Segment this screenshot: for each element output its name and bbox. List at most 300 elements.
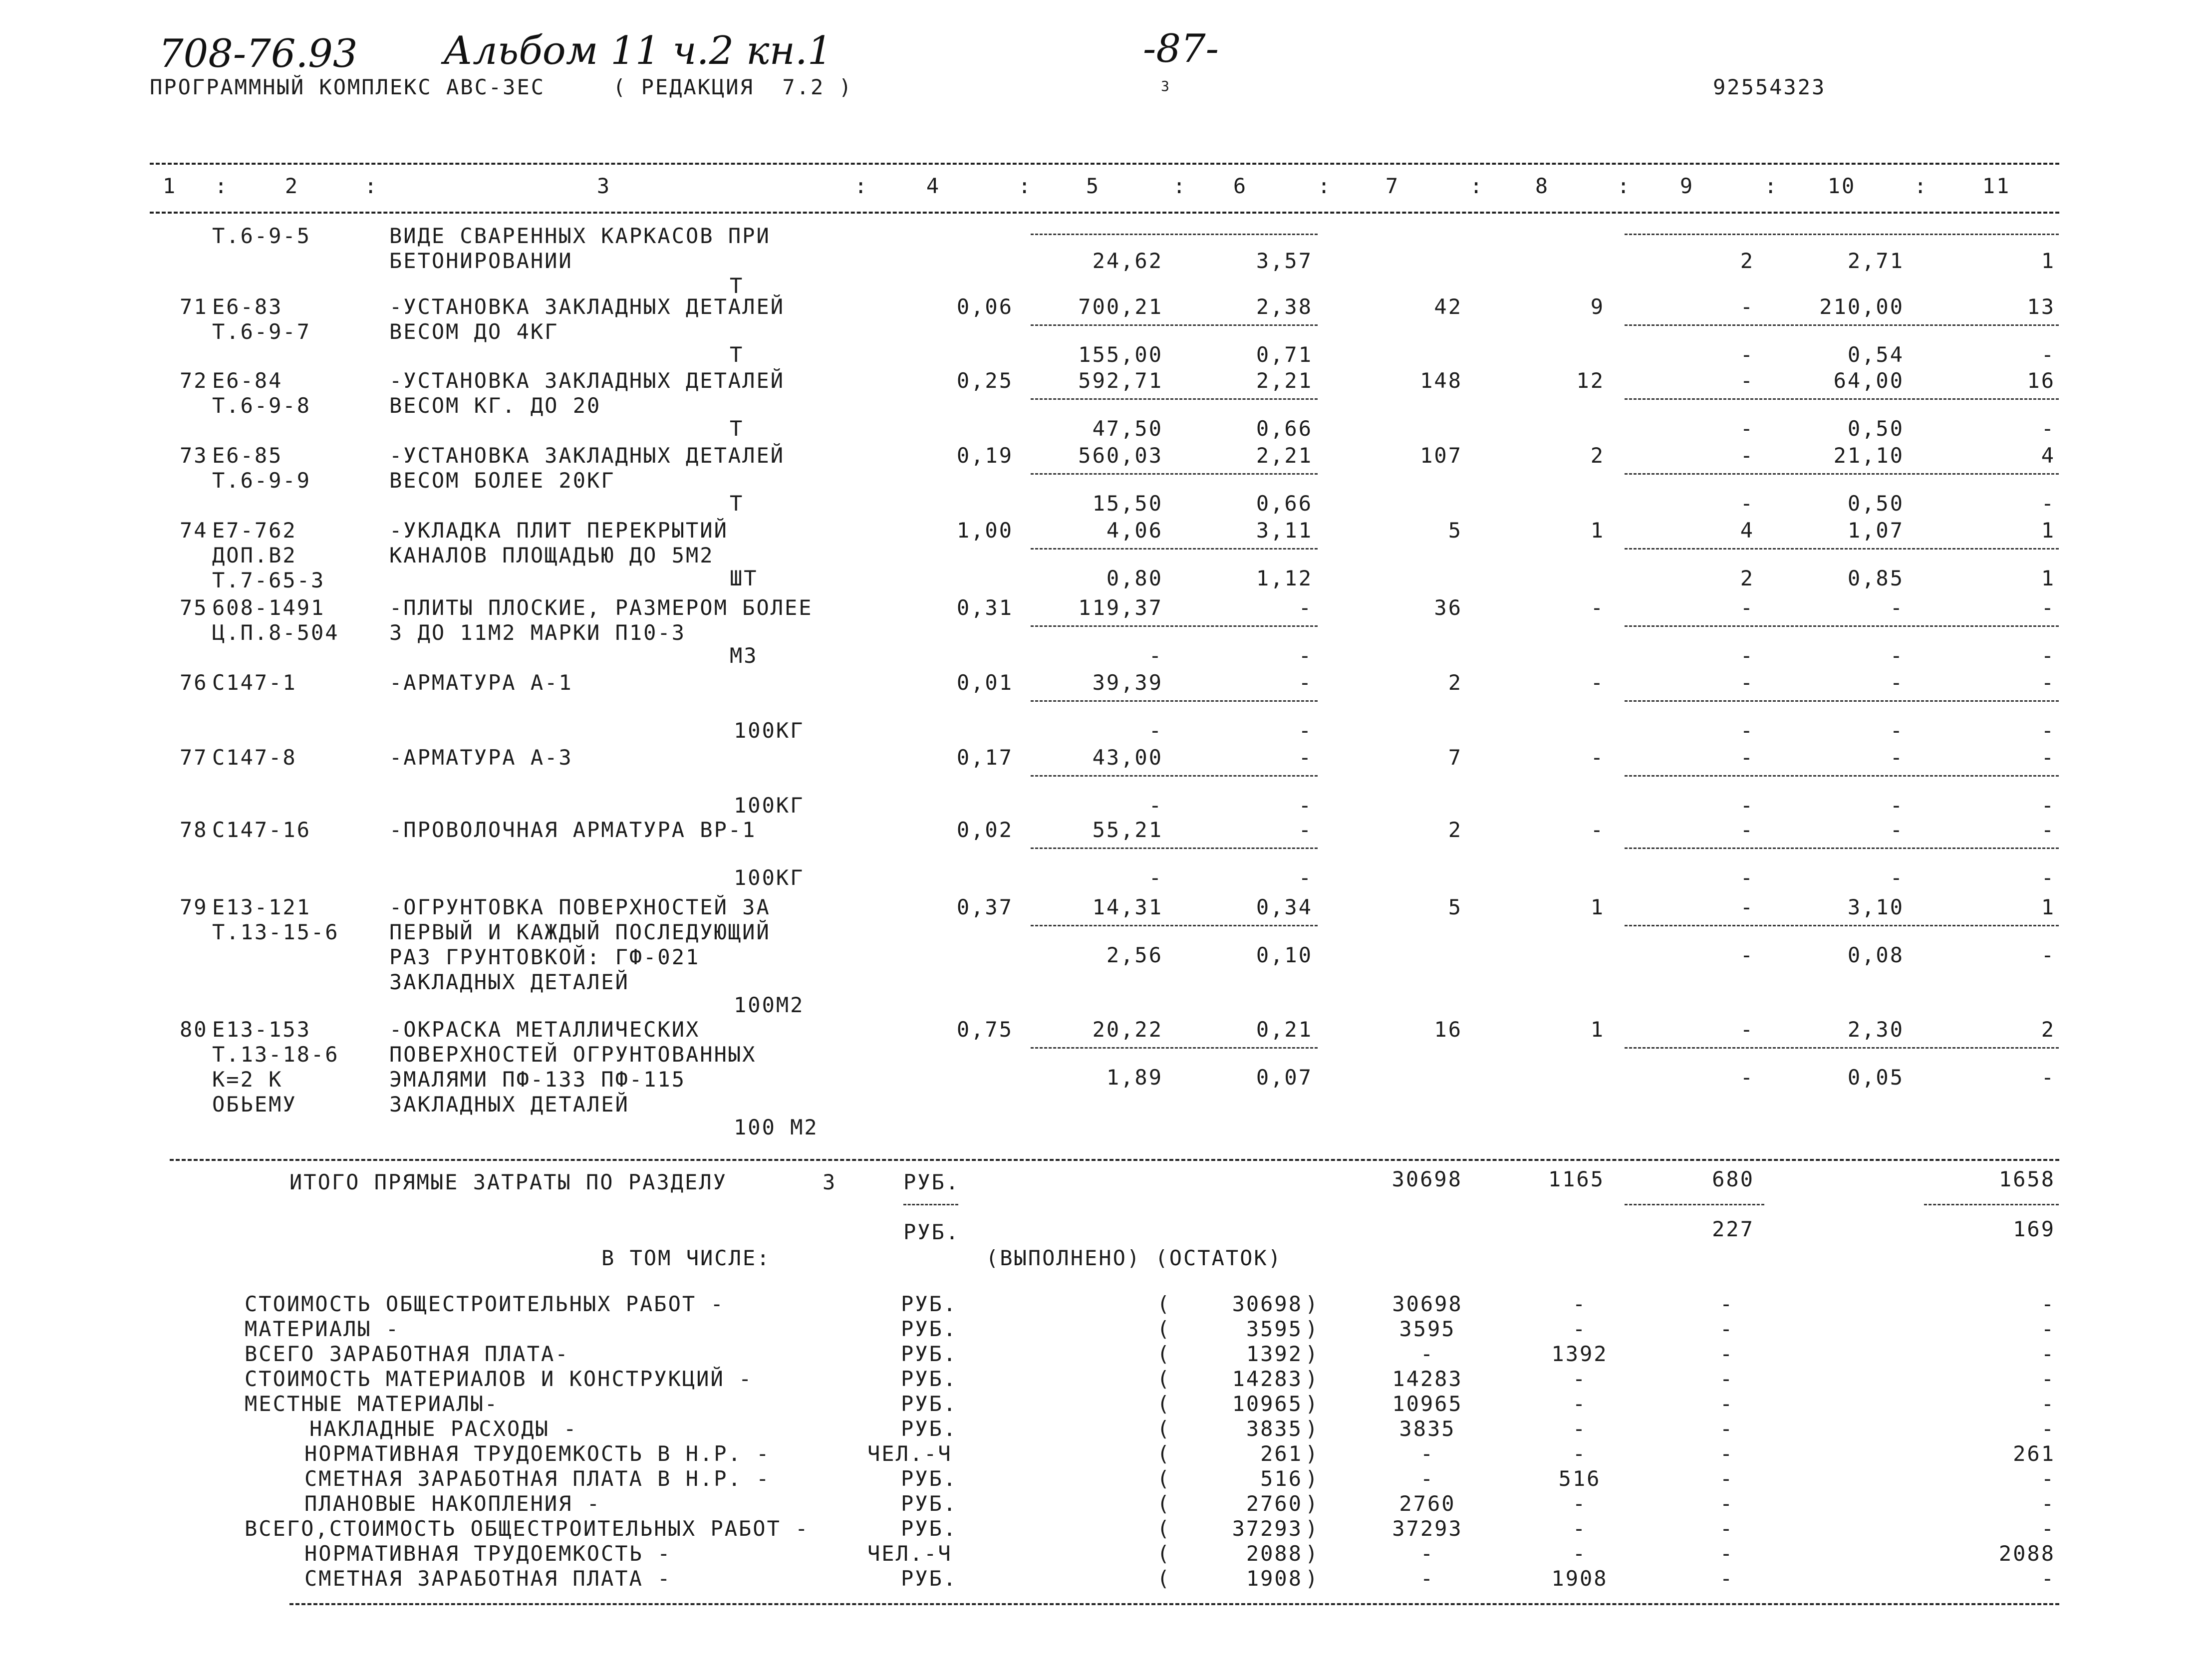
row-col10-value: -	[1890, 595, 1904, 620]
row-code: К=2 К	[212, 1067, 283, 1092]
summary-col8: -	[1572, 1541, 1587, 1566]
row-quantity: 0,75	[956, 1017, 1013, 1042]
summary-done-value: 3835	[1246, 1416, 1303, 1441]
summary-bracket: (	[1157, 1566, 1171, 1591]
row-col6-value: 3,57	[1256, 249, 1313, 273]
summary-col8: 1392	[1551, 1342, 1608, 1366]
row-code: Е7-762	[212, 518, 297, 543]
row-col9-value: -	[1740, 745, 1754, 770]
row-col5-value: 560,03	[1078, 443, 1163, 468]
row-description: -УКЛАДКА ПЛИТ ПЕРЕКРЫТИЙ	[389, 518, 728, 543]
row-col9-second-value: -	[1740, 342, 1754, 367]
row-number: 74	[180, 518, 208, 543]
totals-col11-second: 169	[2013, 1217, 2055, 1241]
row-code: С147-8	[212, 745, 297, 770]
row-number: 73	[180, 443, 208, 468]
row-col9-second-value: -	[1740, 718, 1754, 743]
summary-col11: -	[2041, 1466, 2055, 1491]
summary-col11: -	[2041, 1292, 2055, 1316]
row-description: -АРМАТУРА А-3	[389, 745, 573, 770]
column-header-1: 1	[162, 174, 177, 198]
row-col11-value: 13	[2027, 294, 2055, 319]
row-col11-second-value: -	[2041, 416, 2055, 441]
summary-bracket: (	[1157, 1466, 1171, 1491]
row-col11-second-value: -	[2041, 643, 2055, 668]
totals-unit-second: РУБ.	[903, 1220, 960, 1244]
row-col6-second-value: 0,71	[1256, 342, 1313, 367]
row-sub-rule	[1625, 1047, 2059, 1049]
summary-unit: РУБ.	[901, 1516, 958, 1541]
row-unit: Т	[730, 416, 744, 441]
row-description: 3 ДО 11М2 МАРКИ П10-3	[389, 620, 686, 645]
summary-col7: -	[1420, 1566, 1435, 1591]
row-col7-value: 5	[1448, 895, 1462, 919]
column-separator: :	[215, 174, 229, 198]
row-col11-value: 4	[2041, 443, 2055, 468]
row-code: 608-1491	[212, 595, 325, 620]
row-unit: М3	[730, 643, 758, 668]
row-col5-second-value: 0,80	[1106, 566, 1163, 590]
row-col5-second-value: 2,56	[1106, 943, 1163, 967]
summary-col11: -	[2041, 1516, 2055, 1541]
summary-col11: -	[2041, 1491, 2055, 1516]
row-col9-second-value: -	[1740, 491, 1754, 516]
row-description: РАЗ ГРУНТОВКОЙ: ГФ-021	[389, 945, 700, 969]
column-separator: :	[1173, 174, 1187, 198]
row-col5-second-value: -	[1148, 793, 1163, 818]
row-col9-value: 4	[1740, 518, 1754, 543]
column-header-7: 7	[1385, 174, 1400, 198]
row-code: Т.13-18-6	[212, 1042, 339, 1067]
row-col11-second-value: -	[2041, 342, 2055, 367]
row-col7-value: 148	[1420, 368, 1462, 393]
summary-bracket: (	[1157, 1342, 1171, 1366]
row-code: Т.6-9-5	[212, 224, 311, 248]
row-col5-value: 592,71	[1078, 368, 1163, 393]
column-separator: :	[1318, 174, 1332, 198]
summary-label: НОРМАТИВНАЯ ТРУДОЕМКОСТЬ -	[304, 1541, 672, 1566]
summary-bracket: )	[1305, 1292, 1320, 1316]
row-col9-second-value: -	[1740, 643, 1754, 668]
row-col7-value: 7	[1448, 745, 1462, 770]
row-col5-second-value: -	[1148, 718, 1163, 743]
row-col10-second-value: 0,50	[1847, 491, 1904, 516]
summary-col7: 14283	[1392, 1367, 1463, 1391]
summary-col7: 3835	[1399, 1416, 1456, 1441]
row-col7-value: 2	[1448, 670, 1462, 695]
row-sub-rule	[1031, 625, 1318, 627]
totals-col11: 1658	[1998, 1167, 2055, 1191]
row-col5-second-value: -	[1148, 865, 1163, 890]
row-sub-rule	[1625, 324, 2059, 326]
row-number: 76	[180, 670, 208, 695]
summary-col8: -	[1572, 1367, 1587, 1391]
row-number: 72	[180, 368, 208, 393]
summary-done-value: 14283	[1232, 1367, 1303, 1391]
totals-sub-rule	[1924, 1204, 2059, 1205]
row-sub-rule	[1031, 398, 1318, 400]
row-code: Т.6-9-8	[212, 393, 311, 418]
table-bottom-rule	[289, 1603, 2059, 1605]
row-col10-value: 2,71	[1847, 249, 1904, 273]
summary-col7: 2760	[1399, 1491, 1456, 1516]
totals-col9: 680	[1712, 1167, 1754, 1191]
row-col10-second-value: -	[1890, 865, 1904, 890]
row-col11-second-value: -	[2041, 793, 2055, 818]
row-col11-second-value: -	[2041, 718, 2055, 743]
row-quantity: 0,06	[956, 294, 1013, 319]
summary-label: МАТЕРИАЛЫ -	[245, 1317, 400, 1341]
summary-done-value: 2088	[1246, 1541, 1303, 1566]
row-col6-second-value: -	[1298, 643, 1313, 668]
summary-col8: -	[1572, 1392, 1587, 1416]
summary-col7: 37293	[1392, 1516, 1463, 1541]
summary-col9: -	[1719, 1566, 1734, 1591]
summary-col11: -	[2041, 1392, 2055, 1416]
row-description: ЗАКЛАДНЫХ ДЕТАЛЕЙ	[389, 970, 629, 994]
row-col6-value: 3,11	[1256, 518, 1313, 543]
summary-label: СМЕТНАЯ ЗАРАБОТНАЯ ПЛАТА -	[304, 1566, 672, 1591]
row-col9-second-value: -	[1740, 943, 1754, 967]
summary-col9: -	[1719, 1367, 1734, 1391]
row-quantity: 0,31	[956, 595, 1013, 620]
summary-done-value: 2760	[1246, 1491, 1303, 1516]
row-col6-second-value: 0,07	[1256, 1065, 1313, 1090]
summary-col9: -	[1719, 1491, 1734, 1516]
row-col11-second-value: -	[2041, 1065, 2055, 1090]
summary-bracket: )	[1305, 1466, 1320, 1491]
row-quantity: 0,01	[956, 670, 1013, 695]
summary-col11: -	[2041, 1367, 2055, 1391]
summary-col7: -	[1420, 1342, 1435, 1366]
row-col6-value: -	[1298, 670, 1313, 695]
totals-col8: 1165	[1548, 1167, 1605, 1191]
column-separator: :	[1764, 174, 1779, 198]
row-quantity: 1,00	[956, 518, 1013, 543]
column-separator: :	[1470, 174, 1484, 198]
row-col6-value: 0,34	[1256, 895, 1313, 919]
summary-label: СТОИМОСТЬ МАТЕРИАЛОВ И КОНСТРУКЦИЙ -	[245, 1367, 753, 1391]
row-description: ПОВЕРХНОСТЕЙ ОГРУНТОВАННЫХ	[389, 1042, 757, 1067]
summary-done-value: 1392	[1246, 1342, 1303, 1366]
including-label: В ТОМ ЧИСЛЕ:	[601, 1246, 771, 1270]
row-col10-second-value: 0,05	[1847, 1065, 1904, 1090]
row-col6-value: -	[1298, 745, 1313, 770]
summary-col8: -	[1572, 1292, 1587, 1316]
row-col8-value: -	[1590, 818, 1605, 842]
row-description: ЗАКЛАДНЫХ ДЕТАЛЕЙ	[389, 1092, 629, 1117]
summary-unit: РУБ.	[901, 1367, 958, 1391]
row-col5-second-value: 1,89	[1106, 1065, 1163, 1090]
row-col6-second-value: 0,10	[1256, 943, 1313, 967]
row-col8-value: -	[1590, 595, 1605, 620]
summary-unit: ЧЕЛ.-Ч	[867, 1441, 952, 1466]
summary-col9: -	[1719, 1441, 1734, 1466]
column-header-5: 5	[1086, 174, 1101, 198]
summary-col7: -	[1420, 1541, 1435, 1566]
summary-col11: -	[2041, 1416, 2055, 1441]
summary-col9: -	[1719, 1317, 1734, 1341]
program-edition: ( РЕДАКЦИЯ 7.2 )	[613, 75, 853, 99]
row-col11-value: -	[2041, 670, 2055, 695]
row-col5-value: 43,00	[1092, 745, 1163, 770]
row-quantity: 0,25	[956, 368, 1013, 393]
row-unit: 100КГ	[734, 865, 805, 890]
summary-label: ВСЕГО,СТОИМОСТЬ ОБЩЕСТРОИТЕЛЬНЫХ РАБОТ -	[245, 1516, 810, 1541]
row-sub-rule	[1625, 775, 2059, 777]
row-code: Е6-85	[212, 443, 283, 468]
summary-unit: РУБ.	[901, 1491, 958, 1516]
row-col10-second-value: -	[1890, 793, 1904, 818]
row-code: Т.6-9-9	[212, 468, 311, 493]
totals-sub-rule	[1625, 1204, 1764, 1205]
summary-col11: -	[2041, 1566, 2055, 1591]
summary-done-value: 3595	[1246, 1317, 1303, 1341]
summary-bracket: )	[1305, 1317, 1320, 1341]
row-col9-second-value: -	[1740, 793, 1754, 818]
row-sub-rule	[1625, 548, 2059, 550]
row-col10-value: 64,00	[1833, 368, 1904, 393]
column-header-6: 6	[1233, 174, 1248, 198]
row-unit: Т	[730, 491, 744, 516]
row-col10-value: 1,07	[1847, 518, 1904, 543]
totals-unit: РУБ.	[903, 1170, 960, 1194]
totals-col9-second: 227	[1712, 1217, 1754, 1241]
summary-col11: 261	[2013, 1441, 2055, 1466]
row-col7-value: 42	[1434, 294, 1462, 319]
row-col8-value: 1	[1590, 1017, 1605, 1042]
summary-done-value: 37293	[1232, 1516, 1303, 1541]
handwritten-album-reference: Альбом 11 ч.2 кн.1	[443, 28, 832, 73]
summary-col9: -	[1719, 1541, 1734, 1566]
summary-col7: 30698	[1392, 1292, 1463, 1316]
summary-col9: -	[1719, 1466, 1734, 1491]
row-sub-rule	[1031, 775, 1318, 777]
row-code: С147-16	[212, 818, 311, 842]
row-col6-value: 2,21	[1256, 368, 1313, 393]
row-unit: 100КГ	[734, 793, 805, 818]
column-header-8: 8	[1535, 174, 1550, 198]
row-description: -УСТАНОВКА ЗАКЛАДНЫХ ДЕТАЛЕЙ	[389, 294, 785, 319]
row-quantity: 0,19	[956, 443, 1013, 468]
summary-bracket: (	[1157, 1392, 1171, 1416]
column-header-2: 2	[284, 174, 299, 198]
row-col11-value: -	[2041, 745, 2055, 770]
summary-col7: -	[1420, 1441, 1435, 1466]
row-col9-value: 2	[1740, 249, 1754, 273]
row-sub-rule	[1625, 700, 2059, 702]
summary-done-value: 516	[1260, 1466, 1303, 1491]
summary-label: ПЛАНОВЫЕ НАКОПЛЕНИЯ -	[304, 1491, 601, 1516]
row-description: БЕТОНИРОВАНИИ	[389, 249, 573, 273]
column-header-3: 3	[596, 174, 611, 198]
summary-unit: РУБ.	[901, 1342, 958, 1366]
summary-col11: -	[2041, 1342, 2055, 1366]
row-col5-second-value: 47,50	[1092, 416, 1163, 441]
row-col6-value: -	[1298, 818, 1313, 842]
row-col11-value: 1	[2041, 518, 2055, 543]
row-col6-second-value: 1,12	[1256, 566, 1313, 590]
row-col8-value: 1	[1590, 895, 1605, 919]
row-col9-value: -	[1740, 818, 1754, 842]
summary-unit: РУБ.	[901, 1317, 958, 1341]
row-sub-rule	[1031, 234, 1318, 235]
row-quantity: 0,02	[956, 818, 1013, 842]
row-col7-value: 16	[1434, 1017, 1462, 1042]
summary-bracket: (	[1157, 1491, 1171, 1516]
summary-unit: РУБ.	[901, 1392, 958, 1416]
summary-unit: ЧЕЛ.-Ч	[867, 1541, 952, 1566]
summary-bracket: (	[1157, 1317, 1171, 1341]
row-col6-value: 2,38	[1256, 294, 1313, 319]
row-sub-rule	[1031, 548, 1318, 550]
summary-bracket: )	[1305, 1392, 1320, 1416]
summary-bracket: (	[1157, 1416, 1171, 1441]
row-description: ВЕСОМ ДО 4КГ	[389, 319, 559, 344]
row-quantity: 0,37	[956, 895, 1013, 919]
row-description: -ОКРАСКА МЕТАЛЛИЧЕСКИХ	[389, 1017, 700, 1042]
summary-bracket: (	[1157, 1292, 1171, 1316]
summary-col9: -	[1719, 1292, 1734, 1316]
row-col5-value: 24,62	[1092, 249, 1163, 273]
row-col11-value: -	[2041, 595, 2055, 620]
column-separator: :	[1617, 174, 1632, 198]
row-col9-second-value: -	[1740, 1065, 1754, 1090]
row-number: 78	[180, 818, 208, 842]
summary-unit: РУБ.	[901, 1292, 958, 1316]
summary-label: НАКЛАДНЫЕ РАСХОДЫ -	[309, 1416, 578, 1441]
summary-bracket: )	[1305, 1441, 1320, 1466]
row-col6-value: 0,21	[1256, 1017, 1313, 1042]
column-header-9: 9	[1679, 174, 1694, 198]
row-col11-value: 1	[2041, 895, 2055, 919]
summary-label: ВСЕГО ЗАРАБОТНАЯ ПЛАТА-	[245, 1342, 569, 1366]
row-col10-second-value: 0,85	[1847, 566, 1904, 590]
row-sub-rule	[1031, 1047, 1318, 1049]
row-col10-second-value: 0,54	[1847, 342, 1904, 367]
row-col5-value: 14,31	[1092, 895, 1163, 919]
row-col11-value: -	[2041, 818, 2055, 842]
row-col6-second-value: 0,66	[1256, 491, 1313, 516]
summary-done-value: 261	[1260, 1441, 1303, 1466]
row-col10-value: 3,10	[1847, 895, 1904, 919]
summary-bracket: )	[1305, 1491, 1320, 1516]
row-col5-second-value: 15,50	[1092, 491, 1163, 516]
row-col6-second-value: -	[1298, 793, 1313, 818]
row-col5-value: 20,22	[1092, 1017, 1163, 1042]
summary-unit: РУБ.	[901, 1416, 958, 1441]
row-sub-rule	[1625, 625, 2059, 627]
column-header-4: 4	[926, 174, 941, 198]
summary-done-value: 30698	[1232, 1292, 1303, 1316]
row-number: 77	[180, 745, 208, 770]
row-col10-value: 2,30	[1847, 1017, 1904, 1042]
summary-col11: -	[2041, 1317, 2055, 1341]
row-col9-value: -	[1740, 294, 1754, 319]
row-number: 79	[180, 895, 208, 919]
row-col11-second-value: -	[2041, 491, 2055, 516]
row-col11-second-value: -	[2041, 865, 2055, 890]
row-col6-second-value: 0,66	[1256, 416, 1313, 441]
row-description: -УСТАНОВКА ЗАКЛАДНЫХ ДЕТАЛЕЙ	[389, 368, 785, 393]
row-unit: 100 М2	[734, 1115, 819, 1139]
row-unit: ШТ	[730, 566, 758, 590]
row-col10-value: -	[1890, 670, 1904, 695]
program-name: ПРОГРАММНЫЙ КОМПЛЕКС АВС-3ЕС	[150, 75, 546, 99]
row-col6-second-value: -	[1298, 865, 1313, 890]
row-code: ОБЬЕМУ	[212, 1092, 297, 1117]
row-col11-value: 16	[2027, 368, 2055, 393]
row-col9-value: -	[1740, 895, 1754, 919]
row-col8-value: 9	[1590, 294, 1605, 319]
row-description: -АРМАТУРА А-1	[389, 670, 573, 695]
summary-bracket: )	[1305, 1516, 1320, 1541]
summary-bracket: )	[1305, 1416, 1320, 1441]
row-col11-second-value: -	[2041, 943, 2055, 967]
row-col6-value: -	[1298, 595, 1313, 620]
row-sub-rule	[1031, 324, 1318, 326]
row-col11-value: 1	[2041, 249, 2055, 273]
column-header-10: 10	[1827, 174, 1856, 198]
summary-col9: -	[1719, 1516, 1734, 1541]
row-col10-second-value: -	[1890, 718, 1904, 743]
row-description: -ОГРУНТОВКА ПОВЕРХНОСТЕЙ ЗА	[389, 895, 771, 919]
row-sub-rule	[1625, 925, 2059, 926]
summary-bracket: (	[1157, 1541, 1171, 1566]
row-col10-value: 21,10	[1833, 443, 1904, 468]
row-col9-second-value: -	[1740, 865, 1754, 890]
sheet-mark: 3	[1161, 78, 1171, 94]
row-col9-value: -	[1740, 670, 1754, 695]
row-number: 71	[180, 294, 208, 319]
row-unit: Т	[730, 342, 744, 367]
row-sub-rule	[1625, 234, 2059, 235]
summary-col9: -	[1719, 1416, 1734, 1441]
row-description: ПЕРВЫЙ И КАЖДЫЙ ПОСЛЕДУЮЩИЙ	[389, 920, 771, 944]
column-separator: :	[1018, 174, 1033, 198]
row-col8-value: -	[1590, 670, 1605, 695]
summary-col7: -	[1420, 1466, 1435, 1491]
row-description: -ПЛИТЫ ПЛОСКИЕ, РАЗМЕРОМ БОЛЕЕ	[389, 595, 813, 620]
totals-label: ИТОГО ПРЯМЫЕ ЗАТРАТЫ ПО РАЗДЕЛУ	[289, 1170, 727, 1194]
totals-unit-underline	[903, 1204, 958, 1205]
column-separator: :	[1914, 174, 1929, 198]
row-number: 75	[180, 595, 208, 620]
summary-col8: -	[1572, 1441, 1587, 1466]
summary-unit: РУБ.	[901, 1466, 958, 1491]
summary-col8: 1908	[1551, 1566, 1608, 1591]
row-col5-value: 39,39	[1092, 670, 1163, 695]
row-col8-value: 12	[1576, 368, 1605, 393]
table-header-rule	[150, 212, 2059, 214]
row-col5-value: 55,21	[1092, 818, 1163, 842]
column-header-11: 11	[1982, 174, 2011, 198]
summary-col9: -	[1719, 1342, 1734, 1366]
summary-label: СМЕТНАЯ ЗАРАБОТНАЯ ПЛАТА В Н.Р. -	[304, 1466, 771, 1491]
summary-label: МЕСТНЫЕ МАТЕРИАЛЫ-	[245, 1392, 499, 1416]
row-number: 80	[180, 1017, 208, 1042]
row-description: ВИДЕ СВАРЕННЫХ КАРКАСОВ ПРИ	[389, 224, 771, 248]
summary-col8: -	[1572, 1416, 1587, 1441]
row-code: Е13-121	[212, 895, 311, 919]
row-col11-value: 2	[2041, 1017, 2055, 1042]
row-col5-value: 4,06	[1106, 518, 1163, 543]
row-col7-value: 2	[1448, 818, 1462, 842]
row-col10-value: 210,00	[1819, 294, 1904, 319]
row-unit: 100М2	[734, 993, 805, 1017]
row-code: С147-1	[212, 670, 297, 695]
summary-done-value: 10965	[1232, 1392, 1303, 1416]
